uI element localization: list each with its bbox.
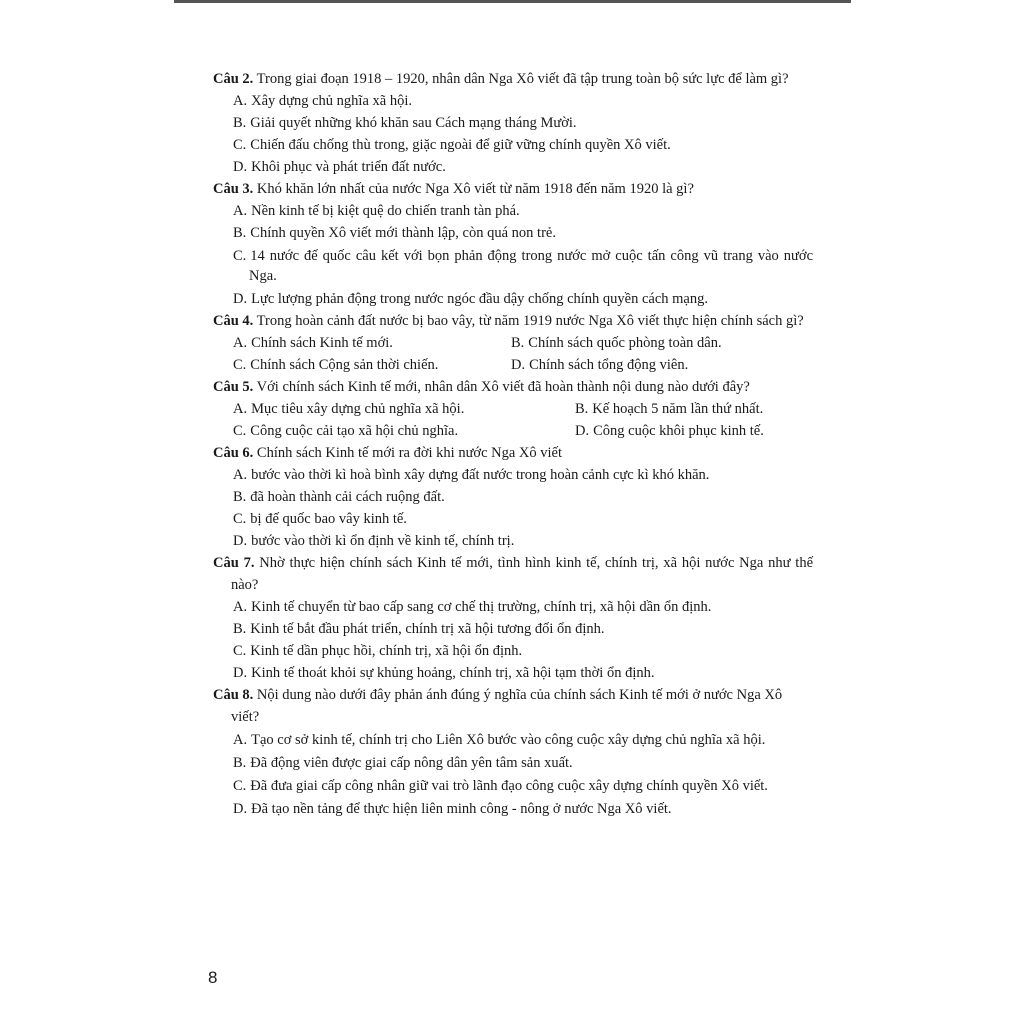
option-c: C. Chiến đấu chống thù trong, giặc ngoài để giữ vững chính quyền Xô viết. [233,137,671,153]
question-stem [213,684,813,728]
option-a: A. Nền kinh tế bị kiệt quệ do chiến tranh tàn phá. [233,203,520,219]
question-text: Khó khăn lớn nhất của nước Nga Xô viết từ năm 1918 đến năm 1920 là gì? [256,181,694,197]
option-c: C. Kinh tế dần phục hồi, chính trị, xã hội ổn định. [233,643,523,659]
question-stem [213,552,813,596]
question-label: Câu 2. [213,71,254,87]
question-label: Câu 8. [213,687,254,703]
option-b: B. Chính sách quốc phòng toàn dân. [511,335,722,351]
question-page [213,68,813,820]
question-text: Với chính sách Kinh tế mới, nhân dân Xô viết đã hoàn thành nội dung nào dưới đây? [256,379,750,395]
question-4 [213,310,813,376]
option-row [213,354,813,376]
option-b: B. Chính quyền Xô viết mới thành lập, còn quá non trẻ. [233,225,556,241]
question-stem [213,68,813,90]
option-d: D. Kinh tế thoát khỏi sự khủng hoảng, chính trị, xã hội tạm thời ổn định. [233,665,655,681]
page-number: 8 [208,968,218,987]
top-border-rule [174,0,851,3]
question-label: Câu 4. [213,313,254,329]
option-c: C. 14 nước đế quốc câu kết với bọn phản động trong nước mở cuộc tấn công vũ trang vào nước Nga. [233,248,813,284]
option-d: D. bước vào thời kì ổn định về kinh tế, chính trị. [233,533,515,549]
question-label: Câu 3. [213,181,254,197]
option-d: D. Khôi phục và phát triển đất nước. [233,159,446,175]
question-7 [213,552,813,684]
option-c: C. bị đế quốc bao vây kinh tế. [233,511,407,527]
question-text: Nội dung nào dưới đây phản ánh đúng ý nghĩa của chính sách Kinh tế mới ở nước Nga Xô viết? [231,687,783,725]
question-2 [213,68,813,178]
option-row [213,398,813,420]
option-a: A. Kinh tế chuyển từ bao cấp sang cơ chế thị trường, chính trị, xã hội dần ổn định. [233,599,712,615]
question-5 [213,376,813,442]
option-row [213,420,813,442]
option-d: D. Công cuộc khôi phục kinh tế. [575,423,764,439]
question-6 [213,442,813,552]
option-d: D. Lực lượng phản động trong nước ngóc đầu dậy chống chính quyền cách mạng. [233,291,708,307]
question-label: Câu 7. [213,555,255,571]
option-a: A. bước vào thời kì hoà bình xây dựng đất nước trong hoàn cảnh cực kì khó khăn. [233,467,710,483]
question-3 [213,178,813,310]
option-d: D. Đã tạo nền tảng để thực hiện liên minh công - nông ở nước Nga Xô viết. [233,801,672,817]
question-text: Nhờ thực hiện chính sách Kinh tế mới, tình hình kinh tế, chính trị, xã hội nước Nga như thế nào? [231,555,814,593]
option-row [213,332,813,354]
question-label: Câu 5. [213,379,254,395]
option-b: B. Kế hoạch 5 năm lần thứ nhất. [575,401,764,417]
option-a: A. Chính sách Kinh tế mới. [233,335,393,351]
question-8 [213,684,813,820]
question-stem [213,310,813,332]
option-b: B. Giải quyết những khó khăn sau Cách mạng tháng Mười. [233,115,577,131]
option-a: A. Tạo cơ sở kinh tế, chính trị cho Liên Xô bước vào công cuộc xây dựng chủ nghĩa xã hội. [233,732,766,748]
option-b: B. Kinh tế bắt đầu phát triển, chính trị xã hội tương đối ổn định. [233,621,605,637]
option-c: C. Công cuộc cải tạo xã hội chủ nghĩa. [233,423,459,439]
question-stem [213,442,813,464]
question-label: Câu 6. [213,445,254,461]
question-stem [213,376,813,398]
option-a: A. Xây dựng chủ nghĩa xã hội. [233,93,412,109]
option-c: C. Chính sách Cộng sản thời chiến. [233,357,439,373]
question-text: Chính sách Kinh tế mới ra đời khi nước Nga Xô viết [256,445,563,461]
question-stem [213,178,813,200]
question-text: Trong hoàn cảnh đất nước bị bao vây, từ năm 1919 nước Nga Xô viết thực hiện chính sách gì? [256,313,804,329]
option-c: C. Đã đưa giai cấp công nhân giữ vai trò lãnh đạo công cuộc xây dựng chính quyền Xô viết. [233,778,768,794]
option-a: A. Mục tiêu xây dựng chủ nghĩa xã hội. [233,401,465,417]
option-b: B. đã hoàn thành cải cách ruộng đất. [233,489,445,505]
option-b: B. Đã động viên được giai cấp nông dân yên tâm sản xuất. [233,755,573,771]
option-d: D. Chính sách tổng động viên. [511,357,689,373]
question-text: Trong giai đoạn 1918 – 1920, nhân dân Nga Xô viết đã tập trung toàn bộ sức lực để làm gì? [256,71,789,87]
